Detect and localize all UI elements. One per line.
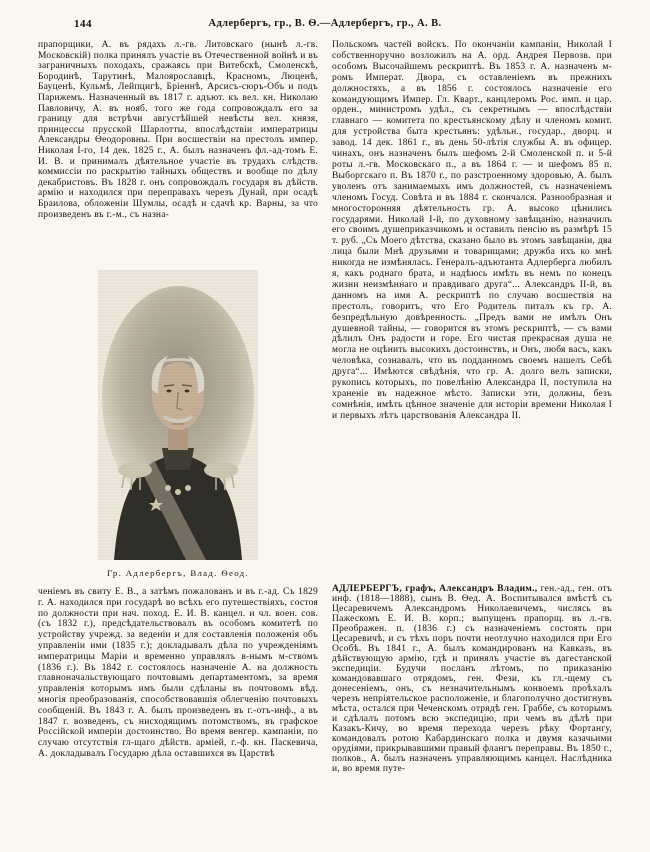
right-column-text-top: Польскомъ частей войскъ. По окончаніи кампаніи, Николай I собственноручно возложилъ на А. орд. Андрея Первозв. при особомъ Высочайшемъ рескриптѣ. Въ 1853 г. А. назначенъ м-ромъ Императ. Двора, съ оставленіемъ въ прежнихъ должностяхъ, а въ 1856 г. состоялось назначеніе его командующимъ Импер. Гл. Кварт., канцлеромъ Рос. имп. и цар. орден., министромъ удѣл., съ секретнымъ — впослѣдствіи главнаго — комитета по крестьянскому дѣлу и членомъ комит. для устройства быта крестьянъ: удѣльн., государ., дворц. и завод. 14 дек. 1861 г., въ день 50-лѣтія службы А. въ офицер. чинахъ, онъ назначенъ былъ шефомъ 2-й Смоленской п. и 5-й роты л.-гв. Московскаго п., а въ 1864 г. — и шефомъ 85 п. Выборгскаго п. Въ 1870 г., по разстроенному здоровью, А. былъ уволенъ отъ занимаемыхъ имъ должностей, съ назначеніемъ членомъ Госуд. Совѣта и въ 1884 г. скончался. Разнообразная и многосторонняя дѣятельность гр. А. высоко цѣнились государями. Николай I-й, по духовному завѣщанію, назначилъ его своимъ душеприказчикомъ и оставилъ пенсію въ размѣрѣ 15 т. руб. „Съ Моего дѣтства, сказано было въ этомъ завѣщаніи, два лица были Мнѣ друзьями и товарищами; дружба ихъ ко мнѣ никогда не измѣнялась. Генералъ-адъютанта Адлерберга любилъ я, какъ роднаго брата, и надѣюсь имѣть въ немъ по конецъ жизни неизмѣннаго и правдиваго друга“... Александръ II-й, въ данномъ на имя А. рескриптѣ по случаю восшествія на престолъ, говоритъ, что Его Родитель питалъ къ гр. А. безпредѣльную довѣренность. „Предъ вами не имѣлъ Онъ душевной тайны, — говорится въ этомъ рескриптѣ, — съ вами дѣлилъ Онъ радости и горе. Его чистая прекрасная душа не могла не оцѣнить высокихъ достоинствъ, и Онъ, любя васъ, какъ человѣка, сознавалъ, что въ подданномъ своемъ нашелъ Себѣ друга“... Имѣются свѣдѣнія, что гр. А. долго велъ записки, рукопись которыхъ, по повелѣнію Александра II, поступила на храненіе въ надежное мѣсто. Записки эти, должны, безъ сомнѣнія, имѣть цѣнное значеніе для исторіи времени Николая I и первыхъ лѣтъ царствованія Александра II. [332, 40, 612, 421]
left-column-text-top: прапорщики, А. въ рядахъ л.-гв. Литовскаго (нынѣ л.-гв. Московскій) полка принялъ участіе въ Отечественной войнѣ и въ заграничныхъ походахъ, сражаясь при Витебскѣ, Смоленскѣ, Бородинѣ, Тарутинѣ, Малоярославцѣ, Красномъ, Люценѣ, Бауценѣ, Кульмѣ, Лейпцигѣ, Бріеннѣ, Арсисъ-сюръ-Объ и подъ Парижемъ. Назначенный въ 1817 г. адъют. къ вел. кн. Николаю Павловичу, А. въ нояб. того же года сопровождалъ его за границу для встрѣчи августѣйшей невѣсты вел. князя, принцессы прусской Шарлотты, впослѣдствіи императрицы Александры Ѳеодоровны. При восшествіи на престолъ импер. Николая I-го, 14 дек. 1825 г., А. былъ назначенъ фл.-ад-томъ Е. И. В. и принималъ дѣятельное участіе въ трудахъ слѣдств. коммиссіи по раскрытію тайныхъ обществъ и вообще по дѣлу декабристовъ. Въ 1828 г. онъ сопровождалъ государя въ дѣйств. армію и находился при переправахъ черезъ Дунай, при осадѣ Браилова, обложеніи Шумлы, осадѣ и сдачѣ кр. Варны, за что произведенъ въ г.-м., съ назна- [38, 40, 318, 220]
right-column [332, 40, 612, 834]
left-column [38, 40, 318, 834]
running-head: Адлербергъ, гр., В. Ѳ.—Адлербергъ, гр., А. В. [208, 18, 442, 29]
portrait-figure [38, 270, 318, 578]
portrait-engraving [98, 270, 258, 560]
article-paragraph [332, 584, 612, 774]
page-number: 144 [74, 18, 92, 30]
portrait-caption: Гр. Адлербергъ, Влад. Ѳеод. [107, 568, 249, 578]
article-body-text: ген.-ад., ген. отъ инф. (1818—1888), сынъ В. Ѳед. А. Воспитывался вмѣстѣ съ Цесаревичемъ Александромъ Николаевичемъ, числясь въ Пажескомъ Е. И. В. корп.; выпущенъ прапорщ. въ л.-гв. Преображен. п. (1836 г.) съ назначеніемъ состоять при Цесаревичѣ, и съ тѣхъ поръ почти неотлучно находился при Его Особѣ. Въ 1841 г., А. былъ командированъ на Кавказъ, въ дѣйствующую армію, гдѣ и принялъ участіе въ дагестанской экспедиціи. Будучи посланъ лѣтомъ, по приказанію командовавшаго отрядомъ, ген. Фези, къ гл.-щему съ донесеніемъ, онъ, съ незначительнымъ конвоемъ проѣхалъ черезъ непріятельское расположеніе, и благополучно достигнувъ мѣста, остался при Чеченскомъ отрядѣ ген. Граббе, съ которымъ и сдѣлалъ потомъ всю экспедицію, при чемъ въ дѣлѣ при Казакъ-Кичу, во время перехода черезъ рѣку Фортангу, командовалъ ротою Кабардинскаго полка и двумя казачьими орудіями, прикрывавшими правый флангъ переправы. Въ 1850 г., полков., А. былъ назначенъ управляющимъ канцел. Наслѣдника и, во время путе- [332, 584, 612, 774]
left-column-text-bottom: ченіемъ въ свиту Е. В., а затѣмъ пожалованъ и въ г.-ад. Съ 1829 г. А. находился при государѣ во всѣхъ его путешествіяхъ, состоя по должности при нач. поход. Е. И. В. канцел. и чл. воен. сов. (съ 1832 г.), предсѣдательствовалъ въ особомъ комитетѣ по устройству учрежд. за веденіи и для составленія положенія объ управленіи ими (1835 г.); докладывалъ дѣла по учрежденіямъ императрицы Маріи и временно управлялъ в-нымъ м-ствомъ (1836 г.). Въ 1842 г. состоялось назначеніе А. на должность главноначальствующаго почтовымъ департаментомъ, за время управленія которымъ имъ были сдѣланы въ почтовомъ вѣд. многія преобразованія, способствовавшія облегченію почтовыхъ сообщеній. Въ 1843 г. А. былъ произведенъ въ г.-отъ-инф., а въ 1847 г. возведенъ, съ нисходящимъ потомствомъ, въ графское Россійской имперіи достоинство. Во время венгер. кампаніи, по случаю отсутствія гл-щаго дѣйств. арміей, г.-ф. кн. Паскевича, А. докладывалъ Государю дѣла оставшихся въ Царствѣ [38, 587, 318, 759]
article-heading: АДЛЕРБЕРГЪ, графъ, Александръ Владим., [332, 584, 538, 594]
page-header [0, 18, 650, 34]
